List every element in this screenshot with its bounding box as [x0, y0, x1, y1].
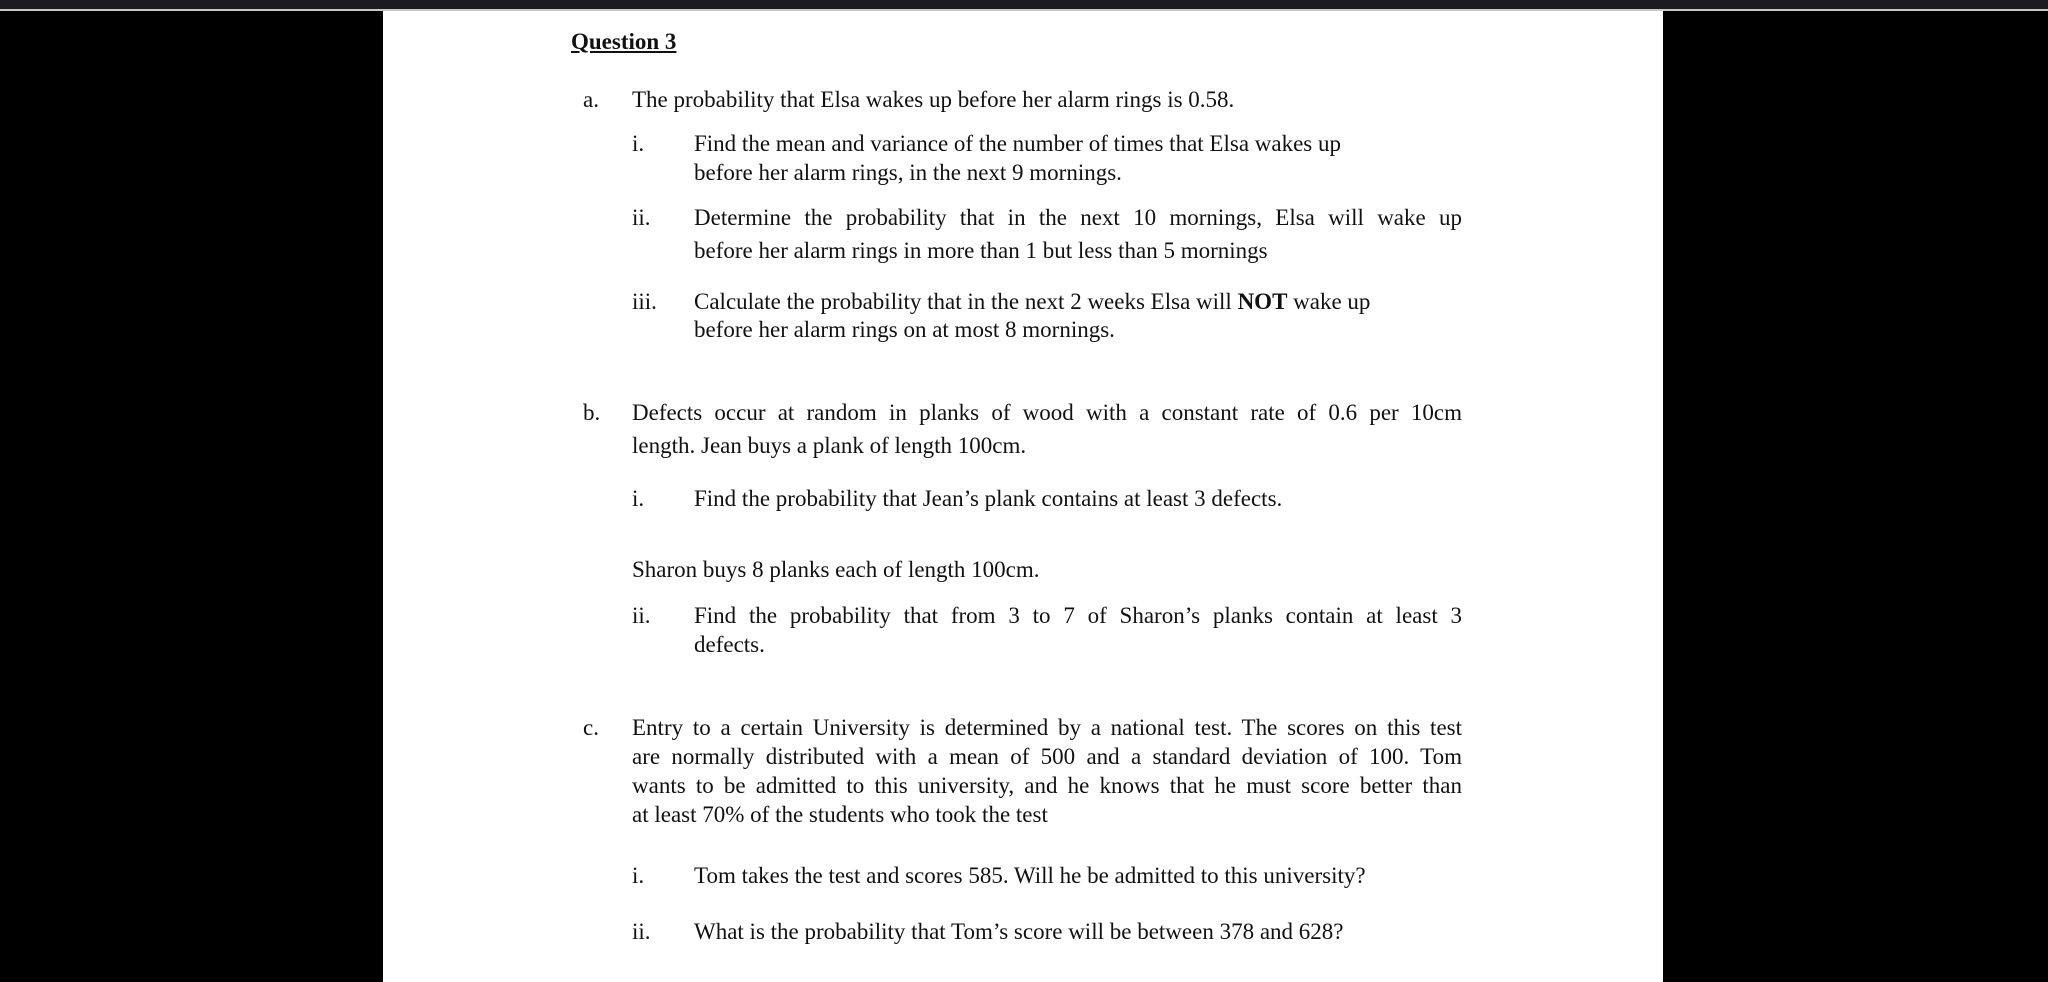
part-c-line3: wants to be admitted to this university, and he knows that he must score better than — [632, 773, 1462, 798]
part-a-i-line1: Find the mean and variance of the number of times that Elsa wakes up — [694, 131, 1341, 156]
part-a-iii-text-post: wake up — [1287, 289, 1371, 314]
part-b-ii-label: ii. — [632, 603, 651, 628]
part-c-i-label: i. — [632, 863, 645, 888]
part-a-i-line2: before her alarm rings, in the next 9 mornings. — [694, 160, 1122, 185]
part-c-line4: at least 70% of the students who took the test — [632, 802, 1048, 827]
part-a-text: The probability that Elsa wakes up before her alarm rings is 0.58. — [632, 87, 1235, 112]
part-b-label: b. — [583, 400, 601, 425]
part-a-iii-line2: before her alarm rings on at most 8 mornings. — [694, 317, 1115, 342]
part-a-ii-label: ii. — [632, 205, 651, 230]
part-a-label: a. — [583, 87, 599, 112]
part-c-label: c. — [583, 715, 599, 740]
part-a-ii-line1: Determine the probability that in the next 10 mornings, Elsa will wake up — [694, 205, 1462, 230]
part-c-line1: Entry to a certain University is determined by a national test. The scores on this test — [632, 715, 1462, 740]
part-b-i-label: i. — [632, 486, 645, 511]
document-page — [383, 11, 1663, 982]
part-a-iii-line1 — [694, 287, 1370, 316]
question-title: Question 3 — [571, 29, 677, 54]
part-a-iii-label: iii. — [632, 289, 657, 314]
part-b-i-text: Find the probability that Jean’s plank contains at least 3 defects. — [694, 486, 1283, 511]
part-c-line2: are normally distributed with a mean of 500 and a standard deviation of 100. Tom — [632, 744, 1462, 769]
part-c-ii-label: ii. — [632, 919, 651, 944]
part-c-ii-text: What is the probability that Tom’s score will be between 378 and 628? — [694, 919, 1344, 944]
part-b-line1: Defects occur at random in planks of wood with a constant rate of 0.6 per 10cm — [632, 400, 1462, 425]
viewer-top-bar — [0, 0, 2048, 9]
part-a-iii-emphasis: NOT — [1237, 289, 1288, 314]
part-b-line2: length. Jean buys a plank of length 100cm. — [632, 433, 1027, 458]
part-a-i-label: i. — [632, 131, 645, 156]
part-b-ii-line2: defects. — [694, 632, 765, 657]
part-a-iii-text-pre: Calculate the probability that in the next 2 weeks Elsa will — [694, 289, 1238, 314]
part-c-i-text: Tom takes the test and scores 585. Will he be admitted to this university? — [694, 863, 1366, 888]
part-b-interlude: Sharon buys 8 planks each of length 100cm. — [632, 557, 1040, 582]
part-b-ii-line1: Find the probability that from 3 to 7 of Sharon’s planks contain at least 3 — [694, 603, 1462, 628]
part-a-ii-line2: before her alarm rings in more than 1 but less than 5 mornings — [694, 238, 1268, 263]
